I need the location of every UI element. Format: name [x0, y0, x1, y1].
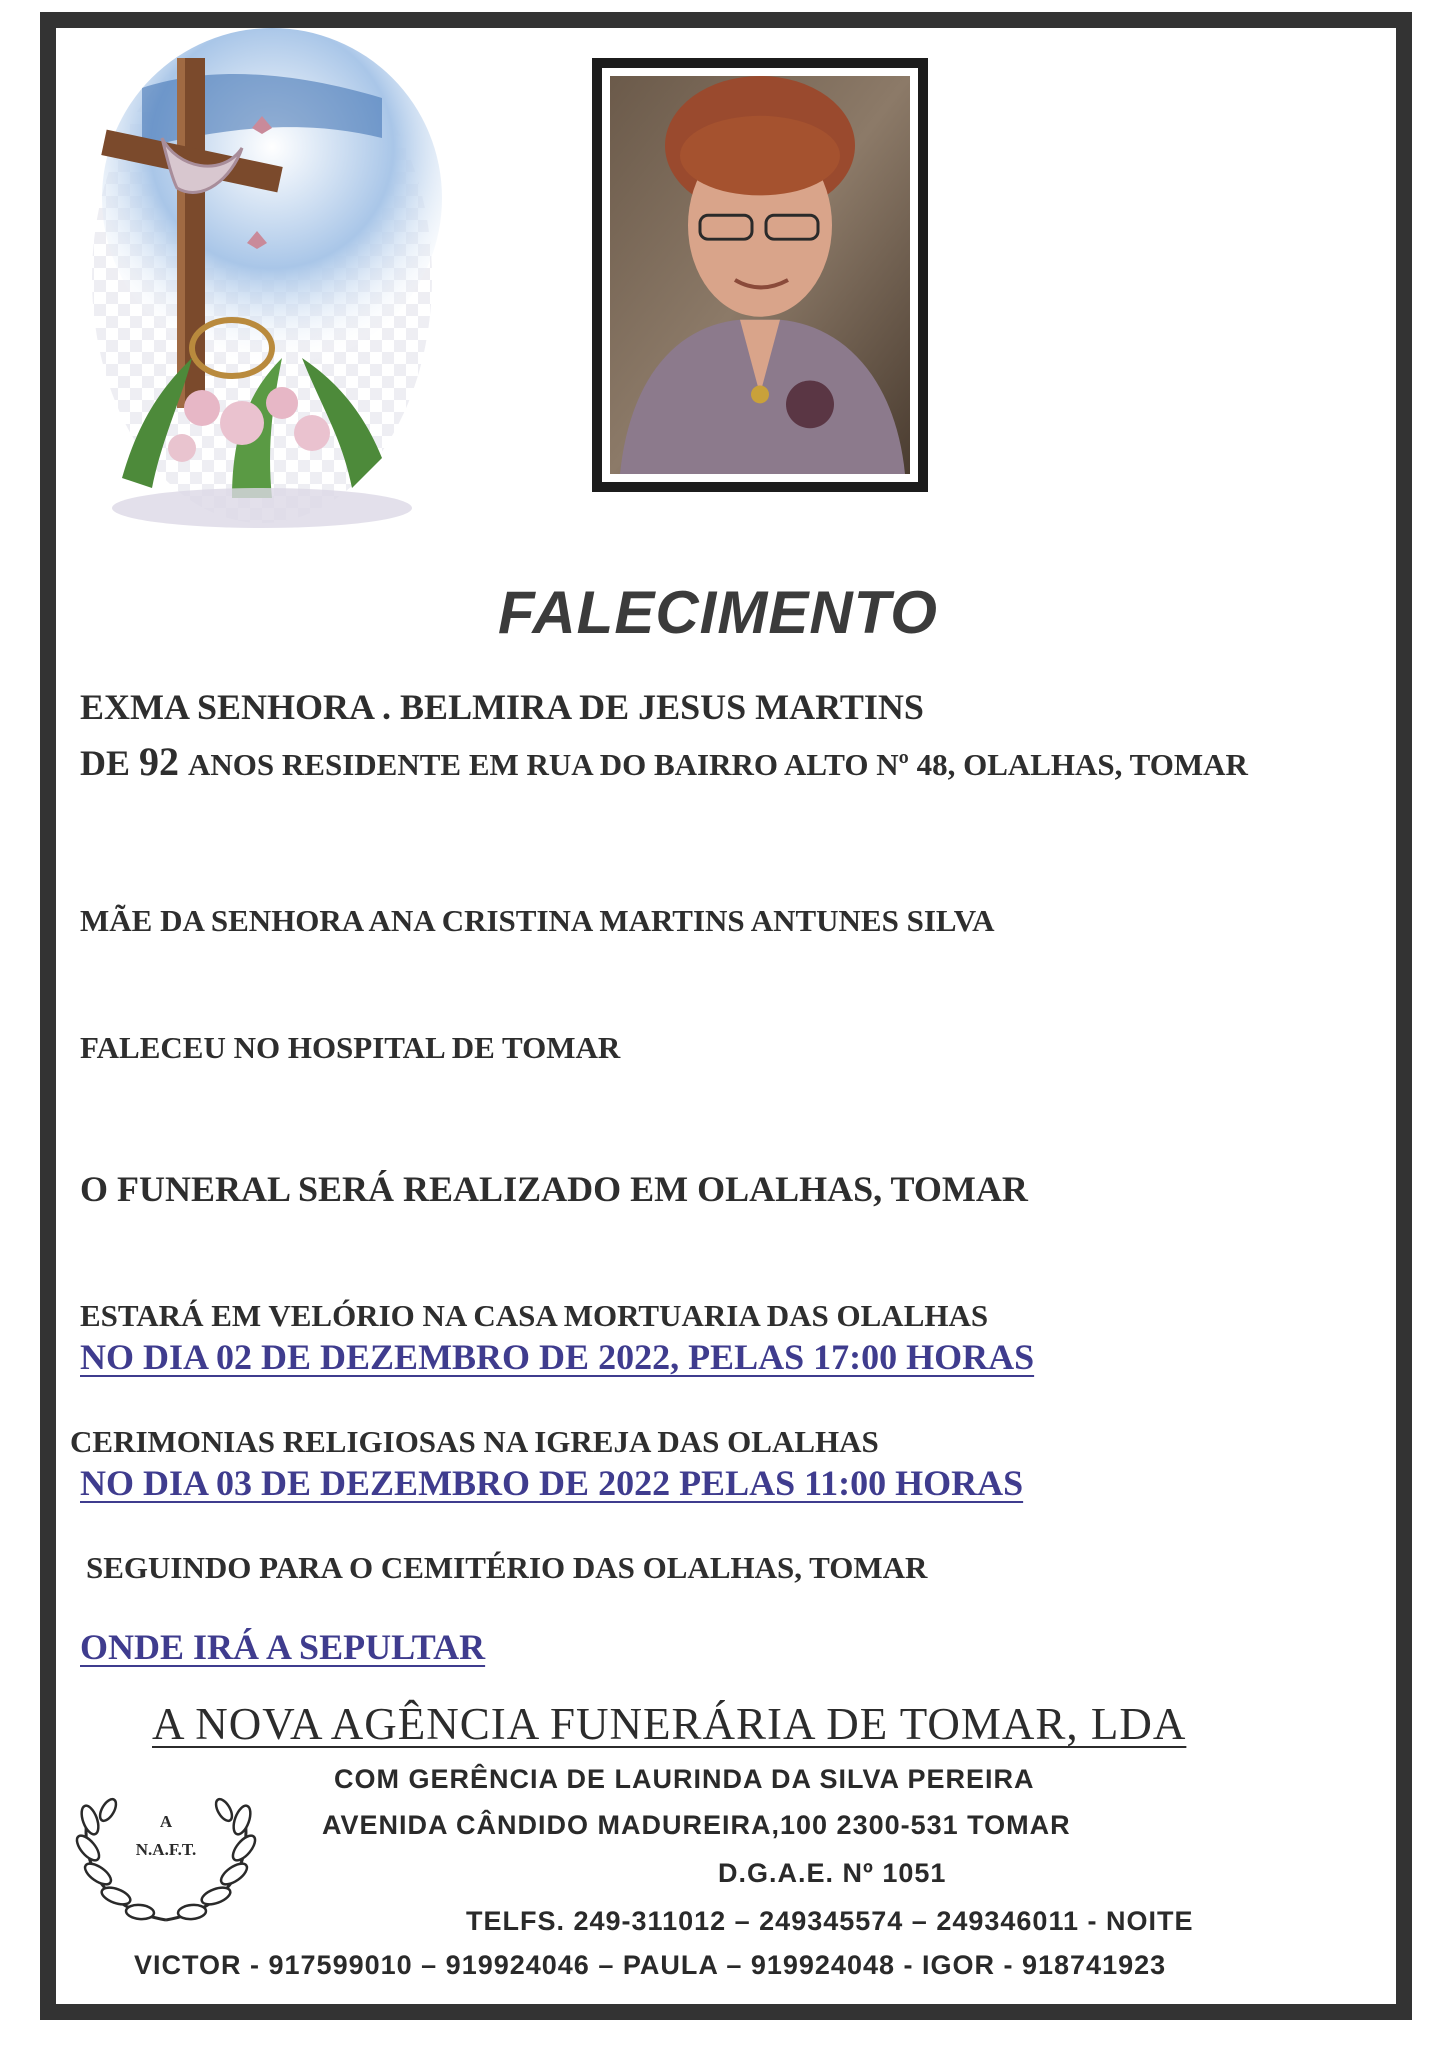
agency-address: AVENIDA CÂNDIDO MADUREIRA,100 2300-531 TOMAR	[322, 1810, 1071, 1840]
deceased-age-address-line	[80, 738, 1248, 785]
wake-datetime-line: NO DIA 02 DE DEZEMBRO DE 2022, PELAS 17:00 HORAS	[80, 1337, 1035, 1377]
agency-dgae-number: D.G.A.E. Nº 1051	[718, 1858, 947, 1888]
portrait-mat	[602, 68, 918, 482]
residence-text: ANOS RESIDENTE EM RUA DO BAIRRO ALTO Nº 48, OLALHAS, TOMAR	[188, 747, 1248, 782]
age-value: 92	[139, 739, 180, 784]
burial-line: ONDE IRÁ A SEPULTAR	[80, 1627, 486, 1667]
wake-place-line: ESTARÁ EM VELÓRIO NA CASA MORTUARIA DAS OLALHAS	[80, 1298, 989, 1333]
logo-acronym: N.A.F.T.	[135, 1840, 197, 1859]
agency-name: A NOVA AGÊNCIA FUNERÁRIA DE TOMAR, LDA	[152, 1699, 1187, 1749]
page-title: FALECIMENTO	[498, 579, 938, 646]
ceremony-place-line: CERIMONIAS RELIGIOSAS NA IGREJA DAS OLALHAS	[70, 1424, 879, 1459]
cemetery-line: SEGUINDO PARA O CEMITÉRIO DAS OLALHAS, TOMAR	[86, 1550, 928, 1585]
family-line: MÃE DA SENHORA ANA CRISTINA MARTINS ANTUNES SILVA	[80, 903, 995, 938]
deceased-name-line: EXMA SENHORA . BELMIRA DE JESUS MARTINS	[80, 687, 924, 727]
cross-flowers-illustration	[82, 28, 442, 548]
funeral-place-line: O FUNERAL SERÁ REALIZADO EM OLALHAS, TOMAR	[80, 1169, 1028, 1209]
agency-phones: TELFS. 249-311012 – 249345574 – 249346011 - NOITE	[466, 1906, 1194, 1936]
portrait-frame	[592, 58, 928, 492]
logo-letter: A	[159, 1812, 173, 1831]
agency-contacts: VICTOR - 917599010 – 919924046 – PAULA – 919924048 - IGOR - 918741923	[134, 1950, 1167, 1980]
age-prefix: DE	[80, 743, 131, 783]
deceased-portrait-photo	[610, 76, 910, 474]
death-place-line: FALECEU NO HOSPITAL DE TOMAR	[80, 1030, 621, 1065]
ceremony-datetime-line: NO DIA 03 DE DEZEMBRO DE 2022 PELAS 11:00 HORAS	[80, 1463, 1024, 1503]
agency-management: COM GERÊNCIA DE LAURINDA DA SILVA PEREIRA	[334, 1764, 1035, 1794]
naft-laurel-logo	[68, 1770, 264, 1930]
